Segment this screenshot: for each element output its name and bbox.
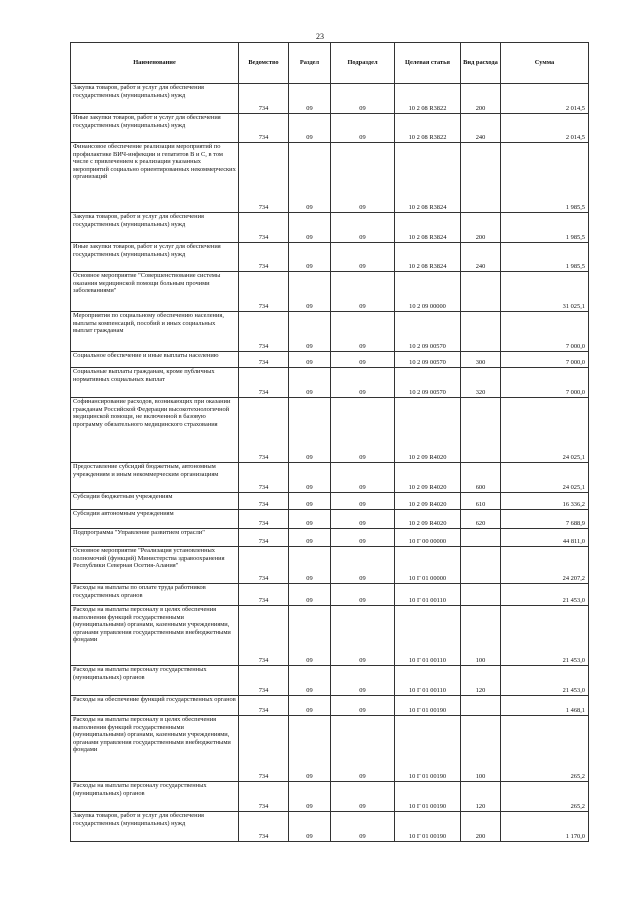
cell-target-article: 10 Г 01 00110 — [395, 666, 461, 696]
cell-name: Расходы на выплаты персоналу в целях обеспечения выполнения функций государственными (муниципальными) органами, казенными учреждениями, органами управления государственными внебюджетными фондами — [71, 606, 239, 666]
table-body — [71, 84, 589, 842]
cell-department: 734 — [239, 398, 289, 463]
table-row — [71, 84, 589, 114]
cell-department: 734 — [239, 114, 289, 143]
cell-department: 734 — [239, 213, 289, 243]
cell-target-article: 10 2 09 00570 — [395, 368, 461, 398]
table-row — [71, 584, 589, 606]
cell-name: Расходы на выплаты по оплате труда работников государственных органов — [71, 584, 239, 606]
cell-amount: 7 000,0 — [501, 312, 589, 352]
table-row — [71, 510, 589, 529]
cell-subsection: 09 — [331, 782, 395, 812]
table-row — [71, 272, 589, 312]
cell-target-article: 10 Г 01 00000 — [395, 547, 461, 584]
cell-section: 09 — [289, 398, 331, 463]
cell-target-article: 10 2 09 R4020 — [395, 493, 461, 510]
column-header-department: Ведомство — [239, 43, 289, 84]
cell-name: Расходы на обеспечение функций государственных органов — [71, 696, 239, 716]
column-header-name: Наименование — [71, 43, 239, 84]
cell-target-article: 10 Г 01 00190 — [395, 812, 461, 842]
cell-subsection: 09 — [331, 272, 395, 312]
cell-name: Иные закупки товаров, работ и услуг для обеспечения государственных (муниципальных) нужд — [71, 243, 239, 272]
cell-department: 734 — [239, 510, 289, 529]
cell-name: Расходы на выплаты персоналу государственных (муниципальных) органов — [71, 666, 239, 696]
cell-section: 09 — [289, 243, 331, 272]
table-row — [71, 143, 589, 213]
cell-subsection: 09 — [331, 666, 395, 696]
cell-department: 734 — [239, 529, 289, 547]
cell-target-article: 10 Г 00 00000 — [395, 529, 461, 547]
cell-section: 09 — [289, 143, 331, 213]
cell-section: 09 — [289, 312, 331, 352]
cell-target-article: 10 Г 01 00190 — [395, 696, 461, 716]
cell-expense-type — [461, 584, 501, 606]
cell-expense-type — [461, 272, 501, 312]
cell-expense-type: 100 — [461, 606, 501, 666]
cell-amount: 1 985,5 — [501, 243, 589, 272]
cell-subsection: 09 — [331, 716, 395, 782]
table-row — [71, 782, 589, 812]
cell-target-article: 10 2 09 00000 — [395, 272, 461, 312]
cell-amount: 24 207,2 — [501, 547, 589, 584]
cell-section: 09 — [289, 812, 331, 842]
cell-amount: 1 985,5 — [501, 143, 589, 213]
cell-subsection: 09 — [331, 812, 395, 842]
cell-expense-type: 200 — [461, 213, 501, 243]
cell-name: Закупка товаров, работ и услуг для обеспечения государственных (муниципальных) нужд — [71, 812, 239, 842]
cell-expense-type — [461, 547, 501, 584]
cell-target-article: 10 2 09 00570 — [395, 312, 461, 352]
cell-name: Иные закупки товаров, работ и услуг для обеспечения государственных (муниципальных) нужд — [71, 114, 239, 143]
cell-expense-type: 300 — [461, 352, 501, 368]
cell-section: 09 — [289, 529, 331, 547]
cell-target-article: 10 2 09 R4020 — [395, 398, 461, 463]
cell-amount: 7 688,9 — [501, 510, 589, 529]
cell-amount: 21 453,0 — [501, 666, 589, 696]
table-row — [71, 352, 589, 368]
cell-department: 734 — [239, 243, 289, 272]
cell-department: 734 — [239, 606, 289, 666]
cell-target-article: 10 2 08 R3824 — [395, 243, 461, 272]
cell-amount: 7 000,0 — [501, 368, 589, 398]
cell-name: Расходы на выплаты персоналу государственных (муниципальных) органов — [71, 782, 239, 812]
cell-department: 734 — [239, 696, 289, 716]
cell-subsection: 09 — [331, 84, 395, 114]
cell-amount: 24 025,1 — [501, 398, 589, 463]
cell-subsection: 09 — [331, 368, 395, 398]
cell-section: 09 — [289, 584, 331, 606]
cell-name: Закупка товаров, работ и услуг для обеспечения государственных (муниципальных) нужд — [71, 84, 239, 114]
cell-subsection: 09 — [331, 696, 395, 716]
cell-name: Закупка товаров, работ и услуг для обеспечения государственных (муниципальных) нужд — [71, 213, 239, 243]
cell-amount: 265,2 — [501, 716, 589, 782]
table-row — [71, 696, 589, 716]
cell-subsection: 09 — [331, 463, 395, 493]
cell-department: 734 — [239, 143, 289, 213]
table-row — [71, 493, 589, 510]
cell-subsection: 09 — [331, 493, 395, 510]
cell-section: 09 — [289, 716, 331, 782]
table-row — [71, 368, 589, 398]
cell-department: 734 — [239, 368, 289, 398]
cell-amount: 24 025,1 — [501, 463, 589, 493]
cell-amount: 7 000,0 — [501, 352, 589, 368]
cell-subsection: 09 — [331, 143, 395, 213]
cell-name: Подпрограмма "Управление развитием отрасли" — [71, 529, 239, 547]
cell-section: 09 — [289, 606, 331, 666]
cell-name: Социальное обеспечение и иные выплаты населению — [71, 352, 239, 368]
cell-expense-type: 600 — [461, 463, 501, 493]
cell-target-article: 10 2 08 R3822 — [395, 84, 461, 114]
cell-subsection: 09 — [331, 398, 395, 463]
cell-amount: 1 170,0 — [501, 812, 589, 842]
cell-name: Финансовое обеспечение реализации мероприятий по профилактике ВИЧ-инфекции и гепатитов В и С, в том числе с привлечением к реализации указанных мероприятий социально ориентированных некоммерческих организаций — [71, 143, 239, 213]
cell-name: Расходы на выплаты персоналу в целях обеспечения выполнения функций государственными (муниципальными) органами, казенными учреждениями, органами управления государственными внебюджетными фондами — [71, 716, 239, 782]
cell-department: 734 — [239, 584, 289, 606]
cell-department: 734 — [239, 493, 289, 510]
cell-expense-type: 240 — [461, 114, 501, 143]
cell-name: Основное мероприятие "Реализация установленных полномочий (функций) Министерства здравоохранения Республики Северная Осетия-Алания" — [71, 547, 239, 584]
cell-section: 09 — [289, 84, 331, 114]
budget-table — [70, 42, 589, 842]
cell-name: Субсидии автономным учреждениям — [71, 510, 239, 529]
cell-name: Социальные выплаты гражданам, кроме публичных нормативных социальных выплат — [71, 368, 239, 398]
cell-name: Предоставление субсидий бюджетным, автономным учреждениям и иным некоммерческим организациям — [71, 463, 239, 493]
cell-name: Софинансирование расходов, возникающих при оказании гражданам Российской Федерации высокотехнологичной медицинской помощи, не включенной в базовую программу обязательного медицинского страхования — [71, 398, 239, 463]
table-row — [71, 213, 589, 243]
column-header-subsection: Подраздел — [331, 43, 395, 84]
cell-expense-type: 200 — [461, 812, 501, 842]
table-row — [71, 606, 589, 666]
cell-section: 09 — [289, 368, 331, 398]
table-row — [71, 547, 589, 584]
cell-expense-type: 240 — [461, 243, 501, 272]
cell-amount: 2 014,5 — [501, 114, 589, 143]
cell-amount: 21 453,0 — [501, 606, 589, 666]
cell-department: 734 — [239, 716, 289, 782]
cell-department: 734 — [239, 782, 289, 812]
cell-expense-type — [461, 529, 501, 547]
cell-expense-type: 320 — [461, 368, 501, 398]
cell-subsection: 09 — [331, 510, 395, 529]
cell-target-article: 10 Г 01 00190 — [395, 716, 461, 782]
cell-section: 09 — [289, 272, 331, 312]
cell-expense-type — [461, 312, 501, 352]
cell-department: 734 — [239, 352, 289, 368]
cell-expense-type — [461, 143, 501, 213]
cell-section: 09 — [289, 463, 331, 493]
cell-amount: 1 468,1 — [501, 696, 589, 716]
cell-section: 09 — [289, 352, 331, 368]
cell-section: 09 — [289, 547, 331, 584]
cell-amount: 31 025,1 — [501, 272, 589, 312]
cell-expense-type — [461, 696, 501, 716]
cell-subsection: 09 — [331, 114, 395, 143]
table-row — [71, 716, 589, 782]
cell-subsection: 09 — [331, 547, 395, 584]
cell-name: Мероприятия по социальному обеспечению населения, выплаты компенсаций, пособий и иных социальных выплат гражданам — [71, 312, 239, 352]
cell-amount: 265,2 — [501, 782, 589, 812]
cell-target-article: 10 Г 01 00190 — [395, 782, 461, 812]
cell-name: Основное мероприятие "Совершенствование системы оказания медицинской помощи больным прочими заболеваниями" — [71, 272, 239, 312]
cell-section: 09 — [289, 696, 331, 716]
cell-section: 09 — [289, 782, 331, 812]
cell-target-article: 10 Г 01 00110 — [395, 584, 461, 606]
column-header-section: Раздел — [289, 43, 331, 84]
cell-expense-type: 200 — [461, 84, 501, 114]
page-number: 23 — [316, 32, 324, 41]
cell-expense-type: 100 — [461, 716, 501, 782]
cell-department: 734 — [239, 84, 289, 114]
cell-expense-type: 610 — [461, 493, 501, 510]
cell-target-article: 10 2 08 R3822 — [395, 114, 461, 143]
table-row — [71, 114, 589, 143]
cell-subsection: 09 — [331, 606, 395, 666]
cell-expense-type: 620 — [461, 510, 501, 529]
cell-amount: 21 453,0 — [501, 584, 589, 606]
cell-department: 734 — [239, 666, 289, 696]
table-header-row — [71, 43, 589, 84]
cell-department: 734 — [239, 272, 289, 312]
column-header-amount: Сумма — [501, 43, 589, 84]
cell-amount: 1 985,5 — [501, 213, 589, 243]
cell-section: 09 — [289, 114, 331, 143]
cell-subsection: 09 — [331, 243, 395, 272]
cell-department: 734 — [239, 463, 289, 493]
column-header-target-article: Целевая статья — [395, 43, 461, 84]
table-row — [71, 463, 589, 493]
cell-target-article: 10 2 09 R4020 — [395, 510, 461, 529]
cell-name: Субсидии бюджетным учреждениям — [71, 493, 239, 510]
cell-target-article: 10 2 09 R4020 — [395, 463, 461, 493]
table-row — [71, 243, 589, 272]
cell-amount: 16 336,2 — [501, 493, 589, 510]
cell-amount: 44 811,0 — [501, 529, 589, 547]
cell-department: 734 — [239, 547, 289, 584]
cell-section: 09 — [289, 666, 331, 696]
cell-section: 09 — [289, 493, 331, 510]
table-row — [71, 666, 589, 696]
cell-target-article: 10 Г 01 00110 — [395, 606, 461, 666]
cell-target-article: 10 2 08 R3824 — [395, 213, 461, 243]
cell-subsection: 09 — [331, 312, 395, 352]
table-row — [71, 398, 589, 463]
cell-subsection: 09 — [331, 213, 395, 243]
cell-subsection: 09 — [331, 529, 395, 547]
cell-department: 734 — [239, 812, 289, 842]
cell-expense-type: 120 — [461, 782, 501, 812]
cell-target-article: 10 2 08 R3824 — [395, 143, 461, 213]
table-row — [71, 529, 589, 547]
cell-expense-type — [461, 398, 501, 463]
cell-expense-type: 120 — [461, 666, 501, 696]
cell-section: 09 — [289, 213, 331, 243]
column-header-expense-type: Вид расхода — [461, 43, 501, 84]
cell-amount: 2 014,5 — [501, 84, 589, 114]
table-row — [71, 312, 589, 352]
cell-section: 09 — [289, 510, 331, 529]
cell-subsection: 09 — [331, 584, 395, 606]
table-row — [71, 812, 589, 842]
cell-department: 734 — [239, 312, 289, 352]
cell-subsection: 09 — [331, 352, 395, 368]
cell-target-article: 10 2 09 00570 — [395, 352, 461, 368]
